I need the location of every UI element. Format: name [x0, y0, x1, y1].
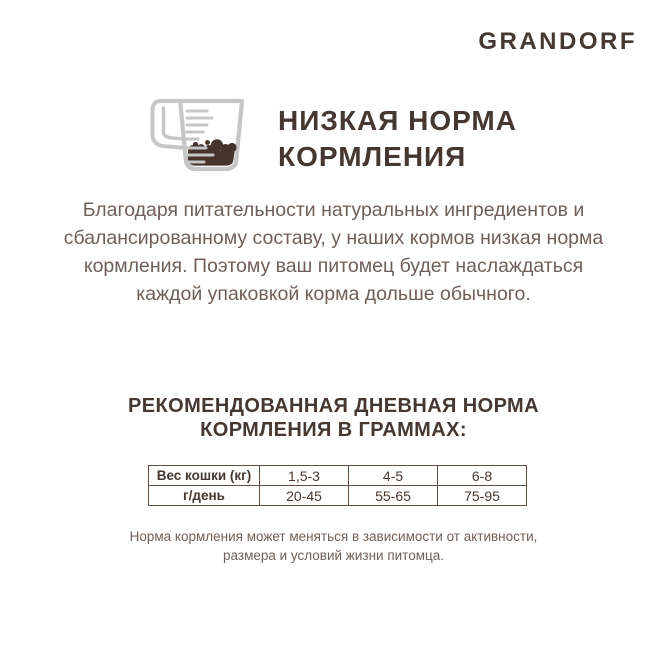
brand-logo: GRANDORF [478, 28, 637, 55]
measuring-cup-icon [150, 95, 258, 183]
feeding-table-wrap [148, 465, 527, 506]
feeding-section-title [0, 394, 667, 442]
footnote-line-1: Норма кормления может меняться в зависимости от активности, [129, 529, 538, 544]
table-row-weight [149, 466, 527, 486]
feeding-table [148, 465, 527, 506]
measurement-marks [187, 111, 212, 139]
table-cell: 55-65 [349, 486, 438, 506]
table-cell: 1,5-3 [260, 466, 349, 486]
page-title-line-1: НИЗКАЯ НОРМА [278, 105, 517, 137]
intro-line-3: кормления. Поэтому ваш питомец будет наслаждаться [83, 255, 584, 277]
row-label-grams: г/день [149, 486, 260, 506]
intro-line-2: сбалансированному составу, у наших кормов низкая норма [63, 227, 604, 249]
feeding-section-title-line-2: КОРМЛЕНИЯ В ГРАММАХ: [200, 419, 467, 441]
intro-line-4: каждой упаковкой корма дольше обычного. [136, 283, 531, 305]
footnote-line-2: размера и условий жизни питомца. [223, 548, 444, 563]
intro-line-1: Благодаря питательности натуральных ингредиентов и [82, 199, 585, 221]
table-cell: 6-8 [438, 466, 527, 486]
feeding-section-title-line-1: РЕКОМЕНДОВАННАЯ ДНЕВНАЯ НОРМА [128, 395, 539, 417]
table-cell: 4-5 [349, 466, 438, 486]
table-cell: 75-95 [438, 486, 527, 506]
row-label-weight: Вес кошки (кг) [149, 466, 260, 486]
feeding-footnote [0, 527, 667, 565]
table-cell: 20-45 [260, 486, 349, 506]
page-title-line-2: КОРМЛЕНИЯ [278, 141, 467, 172]
table-row-grams [149, 486, 527, 506]
intro-paragraph [15, 196, 652, 308]
page-title [278, 103, 517, 175]
hero-section [0, 93, 667, 185]
